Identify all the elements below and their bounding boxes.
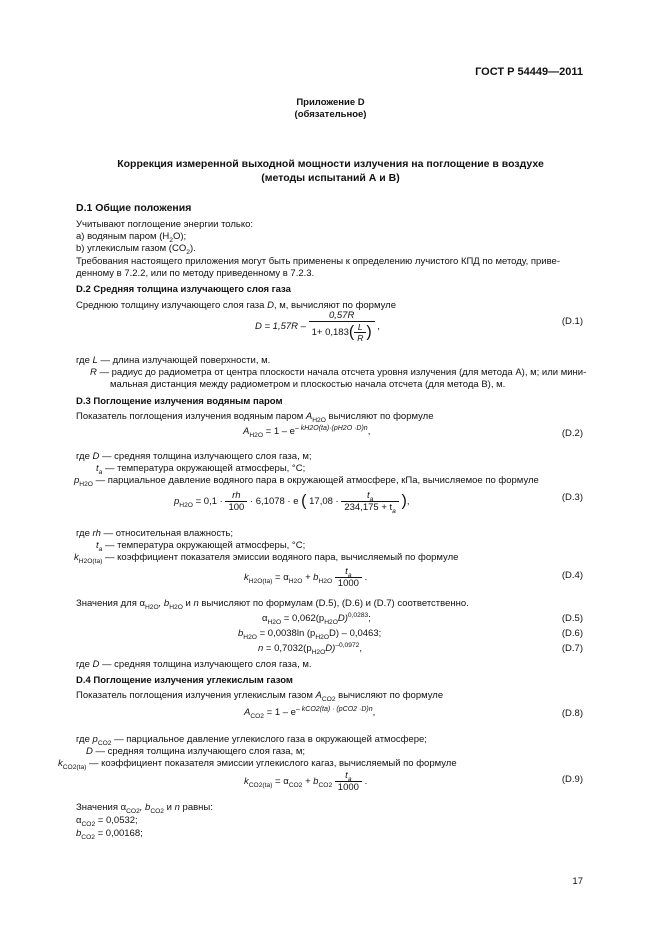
- equation-d2: $A_{H2O} = 1 - e^{- kH2O(ta)\cdot(pH2O \cdot D)n}$,: [243, 424, 371, 439]
- d3-where4: где rh — относительная влажность;: [76, 528, 234, 539]
- d3-where1: где D — средняя толщина излучающего слоя газа, м;: [76, 451, 312, 462]
- d4-where1: где $p_{CO2}$ — парциальное давление углекислого газа в окружающей атмосфере;: [76, 734, 427, 747]
- equation-d4: $k_{H2O(ta)} = \alpha_{H2O} + b_{H2O}$ $\frac{t_a}{1000}$ .: [244, 566, 368, 589]
- d4-intro: Показатель поглощения излучения углекислым газом $A_{CO2}$ вычисляют по формуле: [76, 690, 444, 703]
- d2-where3: мальная дистанция между радиометром и плоскостью начала отсчета (для метода В), м.: [110, 379, 506, 390]
- d3-where6: $k_{H2O(ta)}$ — коэффициент показателя эмиссии водяного пара, вычисляемый по формуле: [74, 552, 459, 565]
- section-d1-heading: D.1 Общие положения: [76, 202, 192, 214]
- eq-number-d2: (D.2): [561, 428, 583, 439]
- equation-d9: $k_{CO2(ta)} = \alpha_{CO2} + b_{CO2}$ $\frac{t_a}{1000}$ .: [244, 770, 368, 793]
- d4-value-b: $b_{CO2} = 0,00168$;: [76, 828, 143, 841]
- d1-line2: а) водяным паром $(H_2O)$;: [76, 231, 187, 244]
- d3-intro: Показатель поглощения излучения водяным паром $A_{H2O}$ вычисляют по формуле: [76, 411, 434, 424]
- d4-where2: D — средняя толщина излучающего слоя газа, м;: [86, 746, 306, 757]
- d4-where3: $k_{CO2(ta)}$ — коэффициент показателя эмиссии углекислого кагаз, вычисляемый по формуле: [58, 758, 457, 771]
- annex-status: (обязательное): [294, 109, 367, 120]
- standard-number: ГОСТ Р 54449—2011: [475, 66, 583, 78]
- d3-where7: где D — средняя толщина излучающего слоя газа, м.: [76, 659, 312, 670]
- eq-number-d1: (D.1): [561, 316, 583, 327]
- d2-where1: где L — длина излучающей поверхности, м.: [76, 355, 271, 366]
- d2-intro: Среднюю толщину излучающего слоя газа D, м, вычисляют по формуле: [76, 300, 396, 311]
- section-d2-heading: D.2 Средняя толщина излучающего слоя газа: [76, 284, 291, 295]
- doc-title-line2: (методы испытаний А и В): [261, 172, 400, 184]
- d1-line3: b) углекислым газом $(CO_2)$.: [76, 243, 196, 256]
- d2-where2: R — радиус до радиометра от центра плоскости начала отсчета уровня излучения (для метода А), м; или мини-: [90, 367, 587, 378]
- equation-d8: $A_{CO2} = 1 - e^{- kCO2(ta) \cdot (pCO2 \cdot D)n}$,: [244, 705, 376, 720]
- d1-line5: денному в 7.2.2, или по методу приведенному в 7.2.3.: [76, 268, 315, 279]
- eq-number-d5: (D.5): [561, 613, 583, 624]
- page-number: 17: [572, 876, 583, 887]
- eq-number-d7: (D.7): [561, 643, 583, 654]
- equation-d7: $n = 0,7032(p_{H2O}D)^{-0,0972}$,: [258, 641, 362, 656]
- equation-d6: $b_{H2O} = 0,0038\ln$ $(p_{H2O}D) - 0,0463$;: [238, 628, 382, 641]
- d3-values-intro: Значения для $\alpha_{H2O}$, $b_{H2O}$ и n вычисляют по формулам (D.5), (D.6) и (D.7) соответственно.: [76, 598, 469, 611]
- section-d4-heading: D.4 Поглощение излучения углекислым газом: [76, 675, 293, 686]
- annex-title: Приложение D: [296, 97, 365, 108]
- d3-where3: $p_{H2O}$ — парциальное давление водяного пара в окружающей атмосфере, кПа, вычисляемое по формуле: [74, 475, 539, 488]
- d4-values-intro: Значения $\alpha_{CO2}$, $b_{CO2}$ и n равны:: [76, 802, 213, 815]
- equation-d1: D = 1,57R – 0,57R 1+ 0,183( $\frac{L}{R}$ ) ,: [255, 310, 380, 343]
- d3-where5: $t_a$ — температура окружающей атмосферы, °С;: [96, 540, 306, 553]
- equation-d5: $\alpha_{H2O} = 0,062(p_{H2O}D)^{0,0283}$;: [262, 611, 371, 626]
- d3-where2: $t_a$ — температура окружающей атмосферы, °С;: [96, 463, 306, 476]
- eq-number-d6: (D.6): [561, 628, 583, 639]
- eq-number-d8: (D.8): [561, 708, 583, 719]
- eq-number-d3: (D.3): [561, 492, 583, 503]
- d1-line1: Учитывают поглощение энергии только:: [76, 219, 254, 230]
- equation-d3: $p_{H2O} = 0,1$ · $\frac{rh}{100}$ · 6,1078 · e ( 17,08 · $\frac{t_a}{234,175 + t_a}$ ),: [174, 490, 410, 515]
- eq-number-d4: (D.4): [561, 570, 583, 581]
- section-d3-heading: D.3 Поглощение излучения водяным паром: [76, 396, 283, 407]
- d4-value-alpha: $\alpha_{CO2} = 0,0532$;: [76, 815, 138, 828]
- eq-number-d9: (D.9): [561, 774, 583, 785]
- d1-line4: Требования настоящего приложения могут быть применены к определению лучистого КПД по методу, приве-: [76, 256, 561, 267]
- doc-title-line1: Коррекция измеренной выходной мощности излучения на поглощение в воздухе: [117, 158, 544, 170]
